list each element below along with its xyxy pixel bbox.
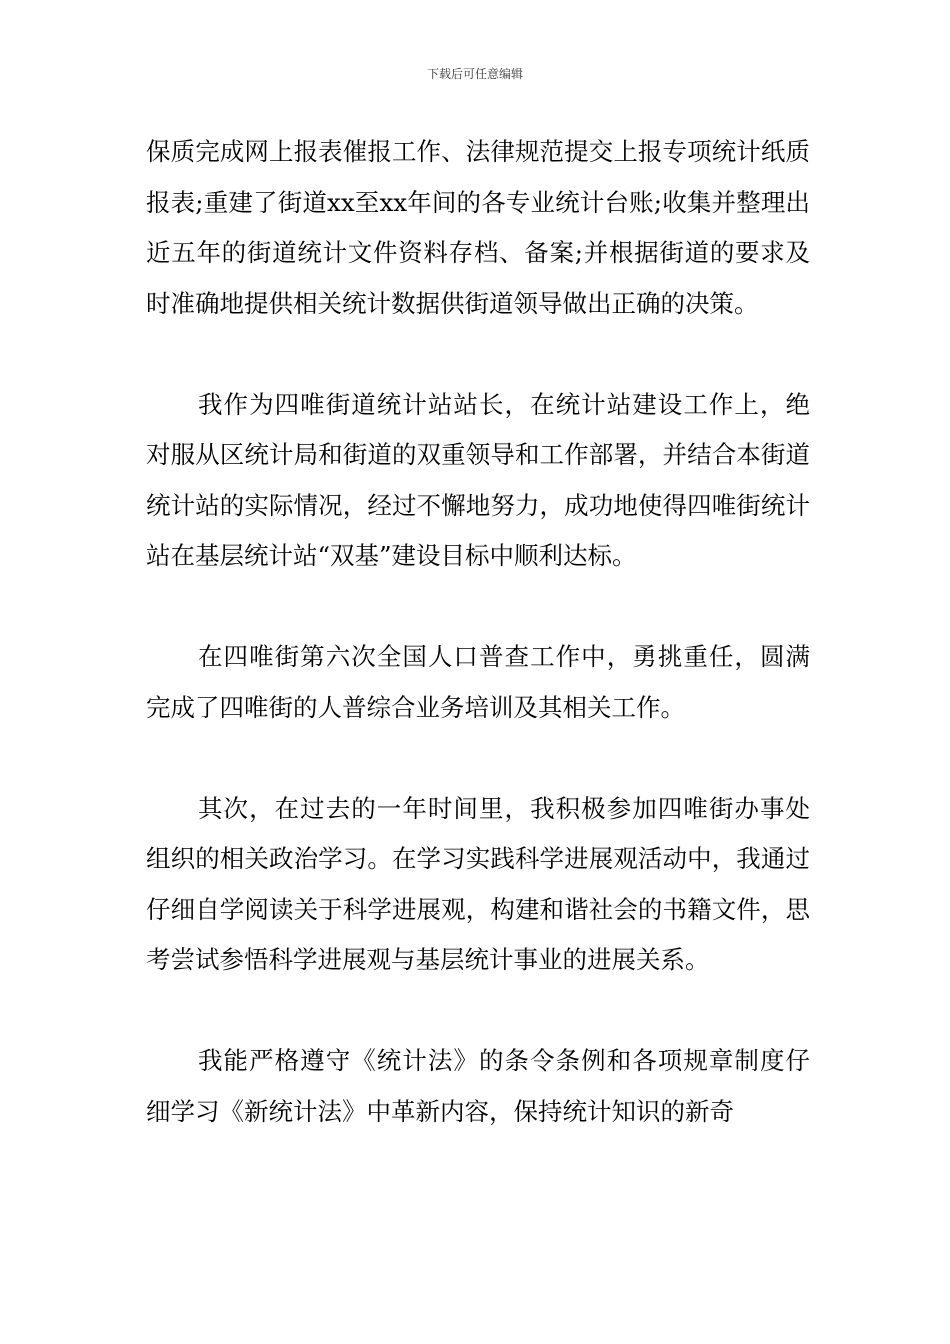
paragraph-gap	[146, 986, 810, 1037]
paragraph-gap	[146, 329, 810, 380]
paragraph-gap	[146, 733, 810, 784]
paragraph-1: 保质完成网上报表催报工作、法律规范提交上报专项统计纸质报表;重建了街道xx至xx年间的各专业统计台账;收集并整理出近五年的街道统计文件资料存档、备案;并根据街道的要求及时准确地提供相关统计数据供街道领导做出正确的决策。	[146, 137, 810, 318]
paragraph-5: 我能严格遵守《统计法》的条令条例和各项规章制度仔细学习《新统计法》中革新内容，保持统计知识的新奇	[146, 1046, 810, 1126]
paragraph-2: 我作为四唯街道统计站站长，在统计站建设工作上，绝对服从区统计局和街道的双重领导和工作部署，并结合本街道统计站的实际情况，经过不懈地努力，成功地使得四唯街统计站在基层统计站“双基”建设目标中顺利达标。	[146, 389, 810, 570]
document-body	[146, 127, 810, 1137]
paragraph-gap	[146, 582, 810, 633]
paragraph-4: 其次，在过去的一年时间里，我积极参加四唯街办事处组织的相关政治学习。在学习实践科学进展观活动中，我通过仔细自学阅读关于科学进展观，构建和谐社会的书籍文件，思考尝试参悟科学进展观与基层统计事业的进展关系。	[146, 793, 810, 974]
page-header: 下载后可任意编辑	[426, 67, 523, 81]
paragraph-3: 在四唯街第六次全国人口普查工作中，勇挑重任，圆满完成了四唯街的人普综合业务培训及其相关工作。	[146, 642, 810, 722]
